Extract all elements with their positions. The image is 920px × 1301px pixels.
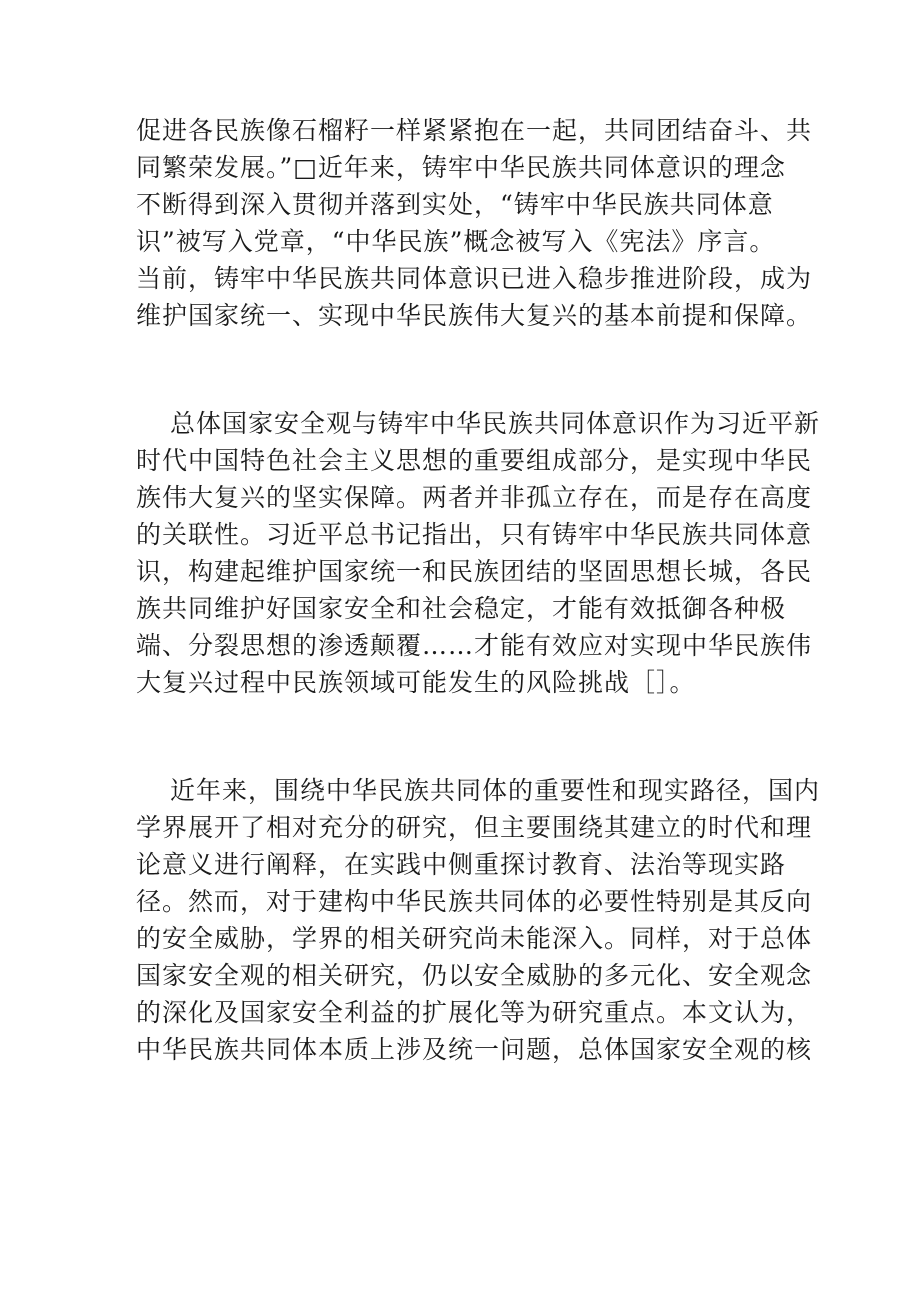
paragraph-line: 促进各民族像石榴籽一样紧紧抱在一起，共同团结奋斗、共 <box>136 116 813 145</box>
paragraph-line: 近年来，围绕中华民族共同体的重要性和现实路径，国内 <box>170 776 821 805</box>
paragraph-line: 同繁荣发展。”□近年来，铸牢中华民族共同体意识的理念 <box>136 153 786 182</box>
paragraph-line: 的关联性。习近平总书记指出，只有铸牢中华民族共同体意 <box>136 520 813 549</box>
paragraph-line: 端、分裂思想的渗透颠覆……才能有效应对实现中华民族伟 <box>136 631 813 660</box>
paragraph-line: 国家安全观的相关研究，仍以安全威胁的多元化、安全观念 <box>136 961 813 990</box>
paragraph-line: 中华民族共同体本质上涉及统一问题，总体国家安全观的核 <box>136 1035 813 1064</box>
paragraph-line: 识”被写入党章，“中华民族”概念被写入《宪法》序言。 <box>136 227 776 256</box>
paragraph-line: 族伟大复兴的坚实保障。两者并非孤立存在，而是存在高度 <box>136 483 813 512</box>
paragraph-3 <box>136 772 821 1068</box>
paragraph-line: 总体国家安全观与铸牢中华民族共同体意识作为习近平新 <box>170 409 821 438</box>
paragraph-line: 论意义进行阐释，在实践中侧重探讨教育、法治等现实路 <box>136 850 787 879</box>
paragraph-line: 时代中国特色社会主义思想的重要组成部分，是实现中华民 <box>136 446 813 475</box>
paragraph-line: 不断得到深入贯彻并落到实处，“铸牢中华民族共同体意 <box>136 190 774 219</box>
paragraph-line: 的深化及国家安全利益的扩展化等为研究重点。本文认为， <box>136 998 813 1027</box>
paragraph-line: 当前，铸牢中华民族共同体意识已进入稳步推进阶段，成为 <box>136 264 813 293</box>
paragraph-line: 大复兴过程中民族领域可能发生的风险挑战［］。 <box>136 668 696 697</box>
paragraph-2 <box>136 405 821 701</box>
paragraph-line: 径。然而，对于建构中华民族共同体的必要性特别是其反向 <box>136 887 813 916</box>
paragraph-line: 的安全威胁，学界的相关研究尚未能深入。同样，对于总体 <box>136 924 813 953</box>
paragraph-line: 族共同维护好国家安全和社会稳定，才能有效抵御各种极 <box>136 594 787 623</box>
paragraph-line: 学界展开了相对充分的研究，但主要围绕其建立的时代和理 <box>136 813 813 842</box>
paragraph-line: 识，构建起维护国家统一和民族团结的坚固思想长城，各民 <box>136 557 813 586</box>
paragraph-line: 维护国家统一、实现中华民族伟大复兴的基本前提和保障。 <box>136 301 813 330</box>
paragraph-1 <box>136 112 813 334</box>
